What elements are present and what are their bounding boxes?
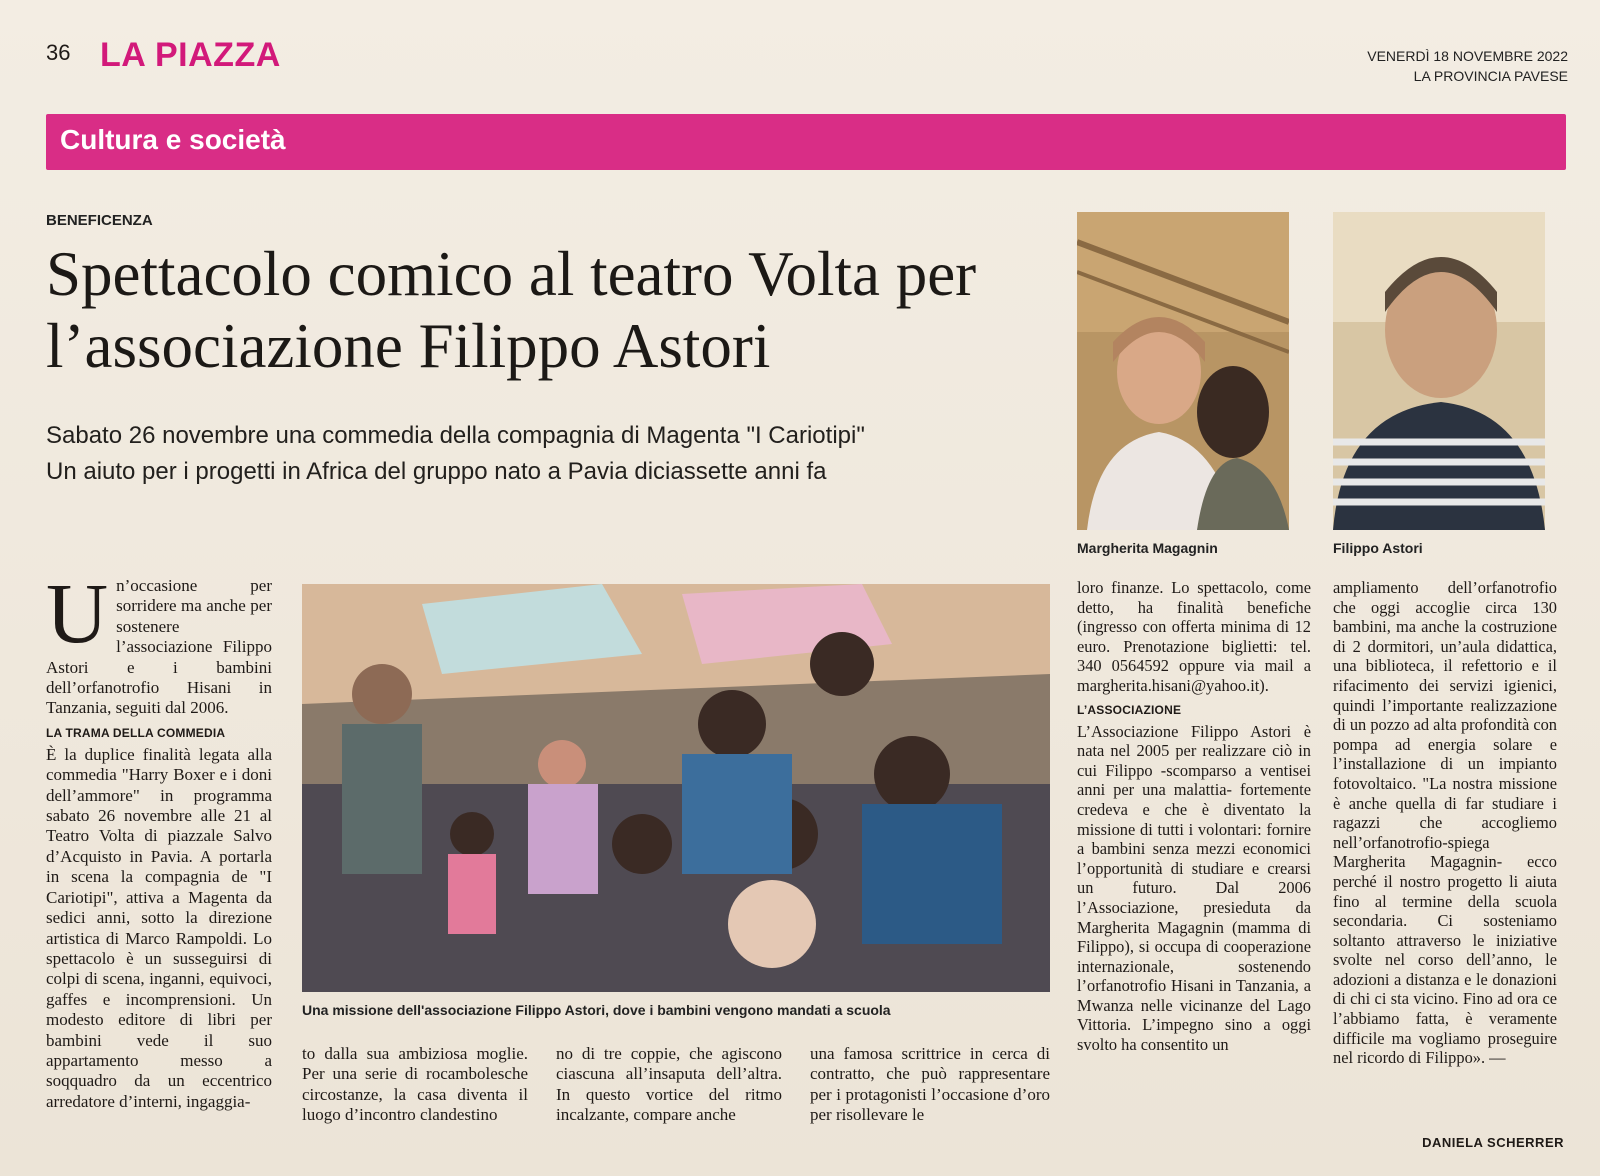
caption-margherita: Margherita Magagnin bbox=[1077, 540, 1218, 556]
subheadline-line-2: Un aiuto per i progetti in Africa del gruppo nato a Pavia diciassette anni fa bbox=[46, 458, 827, 485]
intro-paragraph: n’occasione per sorridere ma anche per sostenere l’associazione Filippo Astori e i bambini dell’orfanotrofio Hisani in Tanzania, seguiti dal 2006. bbox=[46, 576, 272, 718]
author-signature: DANIELA SCHERRER bbox=[1422, 1135, 1564, 1150]
portrait-photo-margherita bbox=[1077, 212, 1289, 530]
issue-date: VENERDÌ 18 NOVEMBRE 2022 bbox=[1367, 48, 1568, 64]
article-headline: Spettacolo comico al teatro Volta per l’associazione Filippo Astori bbox=[46, 239, 977, 381]
newspaper-name: LA PROVINCIA PAVESE bbox=[1413, 68, 1568, 84]
caption-main-photo: Una missione dell'associazione Filippo Astori, dove i bambini vengono mandati a scuola bbox=[302, 1002, 891, 1018]
subheadline-line-1: Sabato 26 novembre una commedia della compagnia di Magenta "I Cariotipi" bbox=[46, 422, 865, 449]
article-column-4 bbox=[810, 1044, 1050, 1126]
subhead-associazione: L’ASSOCIAZIONE bbox=[1077, 702, 1182, 717]
section-title: Cultura e società bbox=[60, 124, 286, 155]
column-5-top: loro finanze. Lo spettacolo, come detto, ha finalità benefiche (ingresso con offerta minima di 12 euro. Prenotazione biglietti: tel. 340 0564592 oppure via mail a margherita.hisani@yahoo.it). bbox=[1077, 578, 1311, 695]
article-column-1 bbox=[46, 565, 272, 1112]
column-3-body: no di tre coppie, che agiscono ciascuna all’insaputa dell’altra. In questo vortice del ritmo incalzante, compare anche bbox=[556, 1044, 782, 1125]
portrait-illustration bbox=[1077, 212, 1289, 530]
column-1-body: È la duplice finalità legata alla commedia "Harry Boxer e i doni dell’ammore" in programma sabato 26 novembre alle 21 al Teatro Volta di piazzale Salvo d’Acquisto in Pavia. A portarla in scena la compagnia de "I Cariotipi", attiva a Magenta da sedici anni, sotto la direzione artistica di Marco Rampoldi. Lo spettacolo è un susseguirsi di colpi di scena, inganni, equivoci, gaffes e incomprensioni. Un modesto editore di libri per bambini vede il suo appartamento messo a soqquadro da un eccentrico arredatore d’interni, ingaggia- bbox=[46, 744, 272, 1111]
dateline bbox=[1367, 46, 1568, 86]
article-kicker: BENEFICENZA bbox=[46, 212, 153, 229]
page-number: 36 bbox=[46, 40, 71, 65]
caption-filippo: Filippo Astori bbox=[1333, 540, 1423, 556]
column-2-body: to dalla sua ambiziosa moglie. Per una serie di rocambolesche circostanze, la casa diventa il luogo d’incontro clandestino bbox=[302, 1044, 528, 1125]
portrait-photo-filippo bbox=[1333, 212, 1545, 530]
article-subheadline bbox=[46, 418, 1056, 490]
column-5-body: L’Associazione Filippo Astori è nata nel 2005 per realizzare ciò in cui Filippo -scomparso a ventisei anni per una malattia- fortemente credeva e che è diventato la missione di tutti i volontari: fornire a bambini senza mezzi economici l’opportunità di studiare e crearsi un futuro. Dal 2006 l’Associazione, presieduta da Margherita Magagnin (mamma di Filippo), si occupa di cooperazione internazionale, sostenendo l’orfanotrofio Hisani in Tanzania, a Mwanza nelle vicinanze del Lago Vittoria. L’impegno sino a oggi svolto ha consentito un bbox=[1077, 721, 1311, 1055]
article-column-3 bbox=[556, 1044, 782, 1126]
dropcap: U bbox=[46, 565, 109, 661]
article-column-5 bbox=[1077, 578, 1311, 1055]
portrait-illustration-2 bbox=[1333, 212, 1545, 530]
section-band bbox=[46, 114, 1566, 170]
column-4-body: una famosa scrittrice in cerca di contratto, che può rappresentare per i protagonisti l’occasione d’oro per risollevare le bbox=[810, 1044, 1050, 1125]
article-column-6 bbox=[1333, 578, 1557, 1068]
main-photo-children bbox=[302, 584, 1050, 992]
masthead-title: LA PIAZZA bbox=[100, 36, 281, 74]
article-column-2 bbox=[302, 1044, 528, 1126]
column-6-body: ampliamento dell’orfanotrofio che oggi accoglie circa 130 bambini, ma anche la costruzione di 2 dormitori, un’aula didattica, una biblioteca, il refettorio e il rifacimento dei servizi igienici, quindi l’importante realizzazione di un pozzo ad alta profondità con pompa ad energia solare e l’installazione di un impianto fotovoltaico. "La nostra missione è anche quella di far studiare i ragazzi che accogliemo nell’orfanotrofio-spiega Margherita Magagnin- ecco perché il nostro progetto li aiuta fino al termine della scuola secondaria. Ci sosteniamo soltanto attraverso le iniziative svolte nel corso dell’anno, le adozioni a distanza e le donazioni di chi ci sta vicino. Fino ad ora ce l’abbiamo fatta, è veramente difficile ma vogliamo proseguire nel ricordo di Filippo». — bbox=[1333, 578, 1557, 1068]
main-photo-illustration bbox=[302, 584, 1050, 992]
subhead-trama: LA TRAMA DELLA COMMEDIA bbox=[46, 725, 226, 740]
